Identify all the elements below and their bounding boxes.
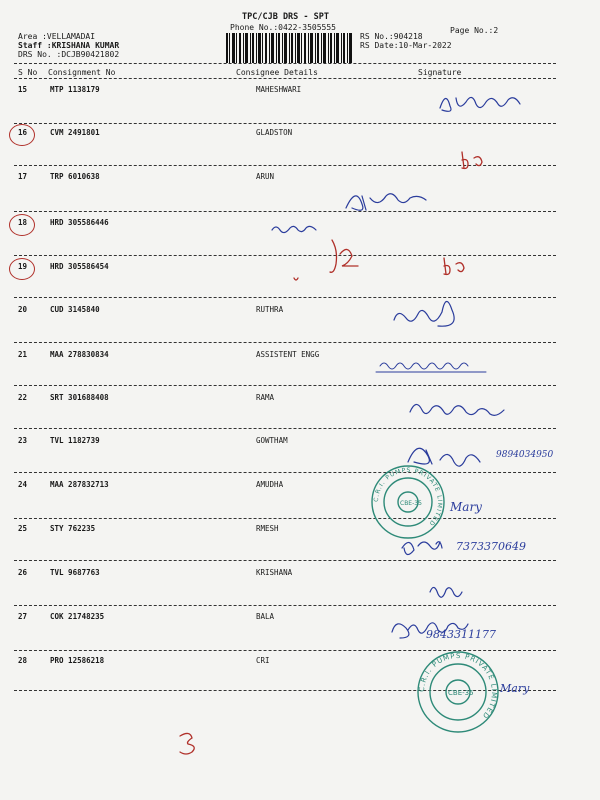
row-consignment: MAA 287832713: [50, 480, 109, 489]
column-sno: S No: [18, 68, 38, 77]
row-consignment: STY 762235: [50, 524, 96, 533]
row-consignment: CUD 3145840: [50, 305, 100, 314]
row-consignment: SRT 301688408: [50, 393, 109, 402]
row-sno: 20: [18, 305, 28, 314]
stamp-ring-text: C.R.I. PUMPS PRIVATE LIMITED: [372, 466, 444, 528]
row-consignment: PRO 12586218: [50, 656, 105, 665]
document-title: TPC/CJB DRS - SPT: [242, 12, 329, 22]
red-mark-16: [462, 152, 482, 169]
signature-22: [410, 404, 504, 415]
row-sno: 28: [18, 656, 28, 665]
signature-23: [408, 448, 480, 466]
column-signature: Signature: [418, 68, 462, 77]
red-mark-19-right: [444, 258, 464, 275]
signature-18: [272, 226, 316, 232]
row-consignee: ARUN: [256, 172, 275, 181]
row-consignment: HRD 305586454: [50, 262, 109, 271]
stamp-center-text: CBE-35: [448, 689, 474, 697]
staff-label: Staff :KRISHANA KUMAR: [18, 41, 120, 50]
phone-number: Phone No.:0422-3505555: [230, 23, 336, 32]
row-sno: 21: [18, 350, 28, 359]
row-sno: 26: [18, 568, 28, 577]
row-consignment: CVM 2491801: [50, 128, 100, 137]
signature-26: [430, 587, 462, 597]
handwritten-phone-23: 9894034950: [496, 450, 554, 460]
row-sno: 16: [18, 128, 28, 137]
row-consignment: MTP 1138179: [50, 85, 100, 94]
row-sno: 15: [18, 85, 28, 94]
row-consignment: HRD 305586446: [50, 218, 109, 227]
page-number: Page No.:2: [450, 26, 499, 35]
signature-20: [394, 301, 454, 326]
signature-17: [346, 194, 426, 211]
row-consignee: GOWTHAM: [256, 436, 288, 445]
row-sno: 23: [18, 436, 28, 445]
row-sno: 17: [18, 172, 28, 181]
row-sno: 24: [18, 480, 28, 489]
row-consignee: RAMA: [256, 393, 275, 402]
row-consignee: BALA: [256, 612, 275, 621]
row-consignment: MAA 278830834: [50, 350, 109, 359]
column-consignment: Consignment No: [48, 68, 116, 77]
row-sno: 22: [18, 393, 28, 402]
column-consignee: Consignee Details: [236, 68, 318, 77]
area-label: Area :VELLAMADAI: [18, 32, 96, 41]
handwritten-phone-25: 7373370649: [456, 540, 526, 553]
row-consignee: AMUDHA: [256, 480, 284, 489]
row-consignment: TRP 6010638: [50, 172, 100, 181]
stamp-ring-text: C.R.I. PUMPS PRIVATE LIMITED: [417, 651, 499, 721]
row-sno: 19: [18, 262, 28, 271]
seal-text-21: [376, 363, 486, 372]
handwritten-mary-24: Mary: [450, 500, 482, 514]
rs-number: RS No.:904218: [360, 32, 423, 41]
row-consignment: TVL 1182739: [50, 436, 100, 445]
row-sno: 25: [18, 524, 28, 533]
row-sno: 18: [18, 218, 28, 227]
stamp-center-text: CBE-35: [400, 500, 422, 507]
row-consignee: ASSISTENT ENGG: [256, 350, 320, 359]
row-sno: 27: [18, 612, 28, 621]
rs-date: RS Date:10-Mar-2022: [360, 41, 452, 50]
row-consignee: RMESH: [256, 524, 279, 533]
row-consignment: COK 21748235: [50, 612, 105, 621]
red-mark-bottom: [180, 733, 194, 754]
red-mark-19-left: [330, 240, 358, 272]
row-consignee: RUTHRA: [256, 305, 284, 314]
handwritten-mary-28: Mary: [500, 682, 530, 695]
signature-15: [440, 97, 520, 111]
row-consignment: TVL 9687763: [50, 568, 100, 577]
red-tick-19: [294, 278, 298, 280]
handwritten-phone-27: 9843311177: [426, 628, 496, 641]
drs-number: DRS No. :DCJB90421802: [18, 50, 120, 59]
row-consignee: CRI: [256, 656, 270, 665]
row-consignee: GLADSTON: [256, 128, 293, 137]
row-consignee: MAHESHWARI: [256, 85, 302, 94]
signature-25: [402, 542, 442, 555]
row-consignee: KRISHANA: [256, 568, 293, 577]
